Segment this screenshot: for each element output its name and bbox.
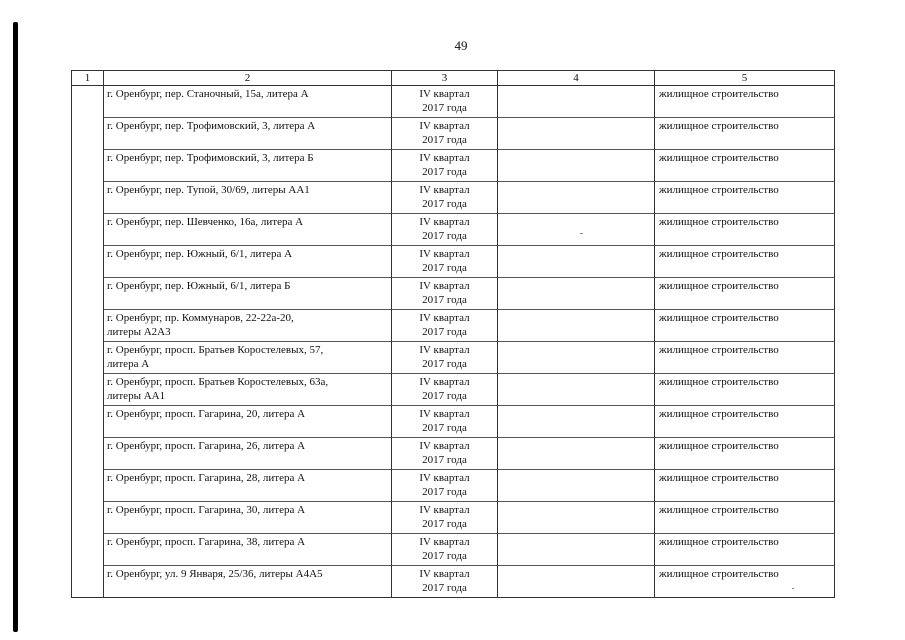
address-cell	[104, 406, 392, 438]
period-quarter: IV квартал	[419, 120, 470, 132]
period-cell	[392, 374, 498, 406]
column-header-5: 5	[655, 71, 835, 86]
purpose-cell: жилищное строительство	[655, 214, 835, 246]
period-quarter: IV квартал	[419, 216, 470, 228]
address-line: г. Оренбург, просп. Гагарина, 38, литера А	[107, 536, 306, 548]
period-quarter: IV квартал	[419, 184, 470, 196]
period-year: 2017 года	[422, 166, 467, 178]
period-quarter: IV квартал	[419, 472, 470, 484]
address-line: г. Оренбург, пер. Трофимовский, 3, литера Б	[107, 152, 314, 164]
empty-cell	[498, 438, 655, 470]
address-cell	[104, 534, 392, 566]
purpose-cell: жилищное строительство	[655, 150, 835, 182]
period-year: 2017 года	[422, 326, 467, 338]
address-line: г. Оренбург, пер. Трофимовский, 3, литера А	[107, 120, 316, 132]
column-header-2: 2	[104, 71, 392, 86]
address-line: г. Оренбург, пер. Южный, 6/1, литера Б	[107, 280, 291, 292]
address-line: г. Оренбург, пер. Станочный, 15а, литера А	[107, 88, 309, 100]
column-header-3: 3	[392, 71, 498, 86]
table-row	[72, 438, 835, 470]
address-line: литеры АА1	[107, 390, 166, 402]
period-cell	[392, 534, 498, 566]
period-quarter: IV квартал	[419, 280, 470, 292]
empty-cell	[498, 534, 655, 566]
table-row	[72, 278, 835, 310]
purpose-cell: жилищное строительство	[655, 438, 835, 470]
row-number-cell	[72, 342, 104, 374]
table-row	[72, 150, 835, 182]
purpose-cell: жилищное строительство	[655, 470, 835, 502]
address-cell	[104, 310, 392, 342]
purpose-cell: жилищное строительство	[655, 406, 835, 438]
period-cell	[392, 438, 498, 470]
table-row	[72, 502, 835, 534]
period-cell	[392, 342, 498, 374]
period-quarter: IV квартал	[419, 568, 470, 580]
table-row	[72, 470, 835, 502]
empty-cell	[498, 150, 655, 182]
empty-cell	[498, 246, 655, 278]
table-body	[72, 86, 835, 598]
purpose-cell: жилищное строительство	[655, 86, 835, 118]
column-header-4: 4	[498, 71, 655, 86]
purpose-cell: жилищное строительство	[655, 246, 835, 278]
purpose-cell: жилищное строительство	[655, 566, 835, 598]
row-number-cell	[72, 86, 104, 118]
table-row	[72, 310, 835, 342]
address-cell	[104, 502, 392, 534]
empty-cell	[498, 118, 655, 150]
address-line: г. Оренбург, пер. Шевченко, 16а, литера А	[107, 216, 304, 228]
period-year: 2017 года	[422, 358, 467, 370]
period-cell	[392, 278, 498, 310]
row-number-cell	[72, 406, 104, 438]
empty-cell	[498, 310, 655, 342]
empty-cell	[498, 86, 655, 118]
period-year: 2017 года	[422, 390, 467, 402]
row-number-cell	[72, 246, 104, 278]
table-row	[72, 566, 835, 598]
table-row	[72, 182, 835, 214]
purpose-cell: жилищное строительство	[655, 342, 835, 374]
column-header-1: 1	[72, 71, 104, 86]
address-cell	[104, 86, 392, 118]
period-year: 2017 года	[422, 454, 467, 466]
row-number-cell	[72, 150, 104, 182]
period-cell	[392, 118, 498, 150]
address-line: литеры А2А3	[107, 326, 171, 338]
purpose-cell: жилищное строительство	[655, 310, 835, 342]
address-cell	[104, 438, 392, 470]
period-quarter: IV квартал	[419, 344, 470, 356]
period-quarter: IV квартал	[419, 152, 470, 164]
row-number-cell	[72, 214, 104, 246]
table-row	[72, 406, 835, 438]
period-cell	[392, 470, 498, 502]
empty-cell	[498, 566, 655, 598]
address-cell	[104, 278, 392, 310]
period-year: 2017 года	[422, 518, 467, 530]
address-line: г. Оренбург, пер. Тупой, 30/69, литеры АА1	[107, 184, 310, 196]
scan-speck	[580, 233, 583, 234]
period-year: 2017 года	[422, 230, 467, 242]
period-cell	[392, 566, 498, 598]
address-line: г. Оренбург, пер. Южный, 6/1, литера А	[107, 248, 293, 260]
empty-cell	[498, 406, 655, 438]
address-line: г. Оренбург, просп. Гагарина, 26, литера А	[107, 440, 306, 452]
row-number-cell	[72, 502, 104, 534]
period-cell	[392, 86, 498, 118]
address-line: г. Оренбург, пр. Коммунаров, 22-22а-20,	[107, 312, 294, 324]
address-cell	[104, 118, 392, 150]
address-line: литера А	[107, 358, 150, 370]
address-cell	[104, 182, 392, 214]
empty-cell	[498, 374, 655, 406]
period-cell	[392, 310, 498, 342]
scan-speck	[792, 588, 794, 589]
purpose-cell: жилищное строительство	[655, 118, 835, 150]
period-cell	[392, 182, 498, 214]
header-row	[72, 71, 835, 86]
period-cell	[392, 406, 498, 438]
row-number-cell	[72, 470, 104, 502]
period-cell	[392, 502, 498, 534]
table-row	[72, 246, 835, 278]
empty-cell	[498, 182, 655, 214]
address-line: г. Оренбург, просп. Гагарина, 20, литера А	[107, 408, 306, 420]
row-number-cell	[72, 182, 104, 214]
period-quarter: IV квартал	[419, 504, 470, 516]
purpose-cell: жилищное строительство	[655, 502, 835, 534]
period-cell	[392, 214, 498, 246]
period-year: 2017 года	[422, 262, 467, 274]
table-row	[72, 118, 835, 150]
row-number-cell	[72, 566, 104, 598]
purpose-cell: жилищное строительство	[655, 374, 835, 406]
address-cell	[104, 214, 392, 246]
period-quarter: IV квартал	[419, 248, 470, 260]
address-cell	[104, 246, 392, 278]
empty-cell	[498, 470, 655, 502]
table-row	[72, 214, 835, 246]
address-cell	[104, 470, 392, 502]
period-year: 2017 года	[422, 486, 467, 498]
period-quarter: IV квартал	[419, 536, 470, 548]
period-year: 2017 года	[422, 134, 467, 146]
address-cell	[104, 374, 392, 406]
empty-cell	[498, 342, 655, 374]
binding-edge-bar	[13, 22, 18, 632]
purpose-cell: жилищное строительство	[655, 534, 835, 566]
period-quarter: IV квартал	[419, 312, 470, 324]
period-year: 2017 года	[422, 422, 467, 434]
address-cell	[104, 566, 392, 598]
table-row	[72, 374, 835, 406]
period-year: 2017 года	[422, 550, 467, 562]
row-number-cell	[72, 438, 104, 470]
period-cell	[392, 150, 498, 182]
period-year: 2017 года	[422, 294, 467, 306]
period-quarter: IV квартал	[419, 88, 470, 100]
table-row	[72, 86, 835, 118]
empty-cell	[498, 214, 655, 246]
row-number-cell	[72, 534, 104, 566]
row-number-cell	[72, 310, 104, 342]
period-year: 2017 года	[422, 198, 467, 210]
address-line: г. Оренбург, ул. 9 Января, 25/36, литеры А4А5	[107, 568, 323, 580]
row-number-cell	[72, 374, 104, 406]
empty-cell	[498, 502, 655, 534]
row-number-cell	[72, 118, 104, 150]
period-quarter: IV квартал	[419, 408, 470, 420]
period-quarter: IV квартал	[419, 376, 470, 388]
purpose-cell: жилищное строительство	[655, 278, 835, 310]
address-line: г. Оренбург, просп. Гагарина, 30, литера А	[107, 504, 306, 516]
period-cell	[392, 246, 498, 278]
address-line: г. Оренбург, просп. Гагарина, 28, литера А	[107, 472, 306, 484]
address-cell	[104, 342, 392, 374]
address-line: г. Оренбург, просп. Братьев Коростелевых, 63а,	[107, 376, 329, 388]
table-row	[72, 342, 835, 374]
period-year: 2017 года	[422, 102, 467, 114]
address-cell	[104, 150, 392, 182]
page-number: 49	[454, 38, 468, 53]
table-row	[72, 534, 835, 566]
address-line: г. Оренбург, просп. Братьев Коростелевых, 57,	[107, 344, 324, 356]
period-quarter: IV квартал	[419, 440, 470, 452]
purpose-cell: жилищное строительство	[655, 182, 835, 214]
period-year: 2017 года	[422, 582, 467, 594]
property-table	[71, 70, 835, 598]
row-number-cell	[72, 278, 104, 310]
empty-cell	[498, 278, 655, 310]
